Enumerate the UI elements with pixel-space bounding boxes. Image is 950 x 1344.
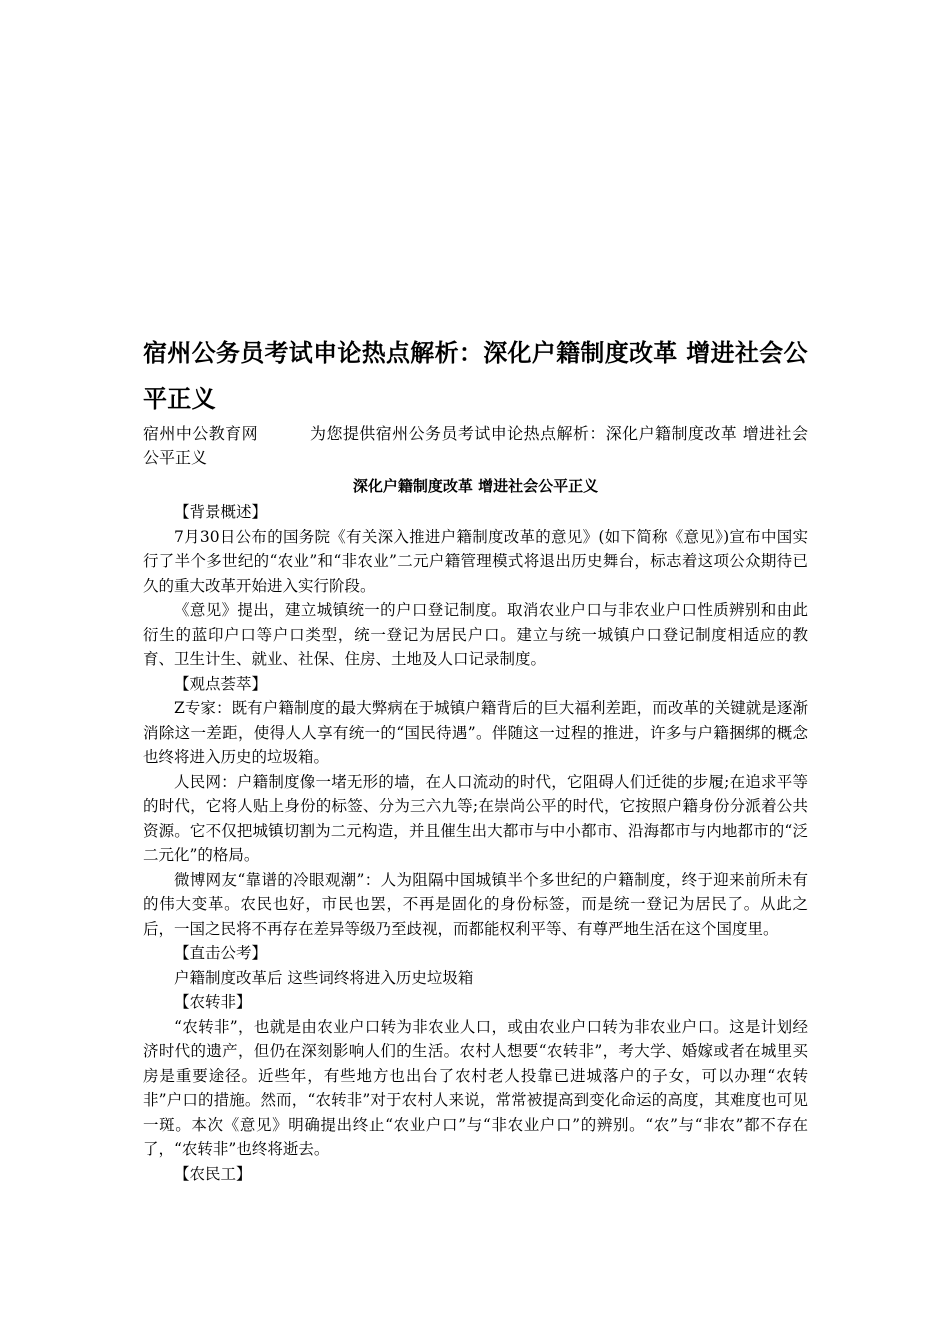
- section-heading-nongmingong: 【农民工】: [174, 1164, 252, 1183]
- document-page: [143, 330, 808, 1186]
- section-heading-nongzhuanfei: 【农转非】: [174, 993, 252, 1011]
- paragraph-expert-view: Z专家：既有户籍制度的最大弊病在于城镇户籍背后的巨大福利差距，而改革的关键就是逐渐消除这一差距，使得人人享有统一的“国民待遇”。伴随这一过程的推进，许多与户籍捆绑的概念也终将进入历史的垃圾箱。: [143, 699, 808, 766]
- paragraph-background-1: 7月30日公布的国务院《有关深入推进户籍制度改革的意见》(如下简称《意见》)宣布中国实行了半个多世纪的“农业”和“非农业”二元户籍管理模式将退出历史舞台，标志着这项公众期待已久的重大改革开始进入实行阶段。: [143, 527, 808, 595]
- paragraph-weibo-view: 微博网友“靠谱的冷眼观潮”：人为阻隔中国城镇半个多世纪的户籍制度，终于迎来前所未有的伟大变革。农民也好，市民也罢，不再是固化的身份标签，而是统一登记为居民了。从此之后，一国之民将不再存在差异等级乃至歧视，而都能权利平等、有尊严地生活在这个国度里。: [143, 870, 808, 938]
- document-title: 宿州公务员考试申论热点解析：深化户籍制度改革 增进社会公平正义: [143, 339, 808, 413]
- paragraph-background-2: 《意见》提出，建立城镇统一的户口登记制度。取消农业户口与非农业户口性质辨别和由此衍生的蓝印户口等户口类型，统一登记为居民户口。建立与统一城镇户口登记制度相适应的教育、卫生计生、就业、社保、住房、土地及人口记录制度。: [143, 601, 808, 668]
- paragraph-nongzhuanfei: “农转非”，也就是由农业户口转为非农业人口，或由农业户口转为非农业户口。这是计划经济时代的遗产，但仍在深刻影响人们的生活。农村人想要“农转非”，考大学、婚嫁或者在城里买房是重要途径。近些年，有些地方也出台了农村老人投靠已进城落户的子女，可以办理“农转非”户口的措施。然而，“农转非”对于农村人来说，常常被提高到变化命运的高度，其难度也可见一斑。本次《意见》明确提出终止“农业户口”与“非农业户口”的辨别。“农”与“非农”都不存在了，“农转非”也终将逝去。: [143, 1017, 808, 1158]
- source-description: 为您提供宿州公务员考试申论热点解析：深化户籍制度改革 增进社会公平正义: [143, 424, 808, 467]
- article-subtitle: 深化户籍制度改革 增进社会公平正义: [352, 477, 599, 495]
- section-heading-exam: 【直击公考】: [174, 944, 268, 962]
- paragraph-exam-intro: 户籍制度改革后 这些词终将进入历史垃圾箱: [174, 968, 474, 987]
- source-line: [143, 422, 808, 470]
- section-heading-viewpoints: 【观点荟萃】: [174, 674, 268, 693]
- paragraph-people-net-view: 人民网：户籍制度像一堵无形的墙，在人口流动的时代，它阻碍人们迁徙的步履;在追求平等的时代，它将人贴上身份的标签、分为三六九等;在崇尚公平的时代，它按照户籍身份分派着公共资源。它不仅把城镇切割为二元构造，并且催生出大都市与中小都市、沿海都市与内地都市的“泛二元化”的格局。: [143, 772, 808, 864]
- section-heading-background: 【背景概述】: [174, 503, 268, 521]
- source-name: 宿州中公教育网: [143, 424, 259, 443]
